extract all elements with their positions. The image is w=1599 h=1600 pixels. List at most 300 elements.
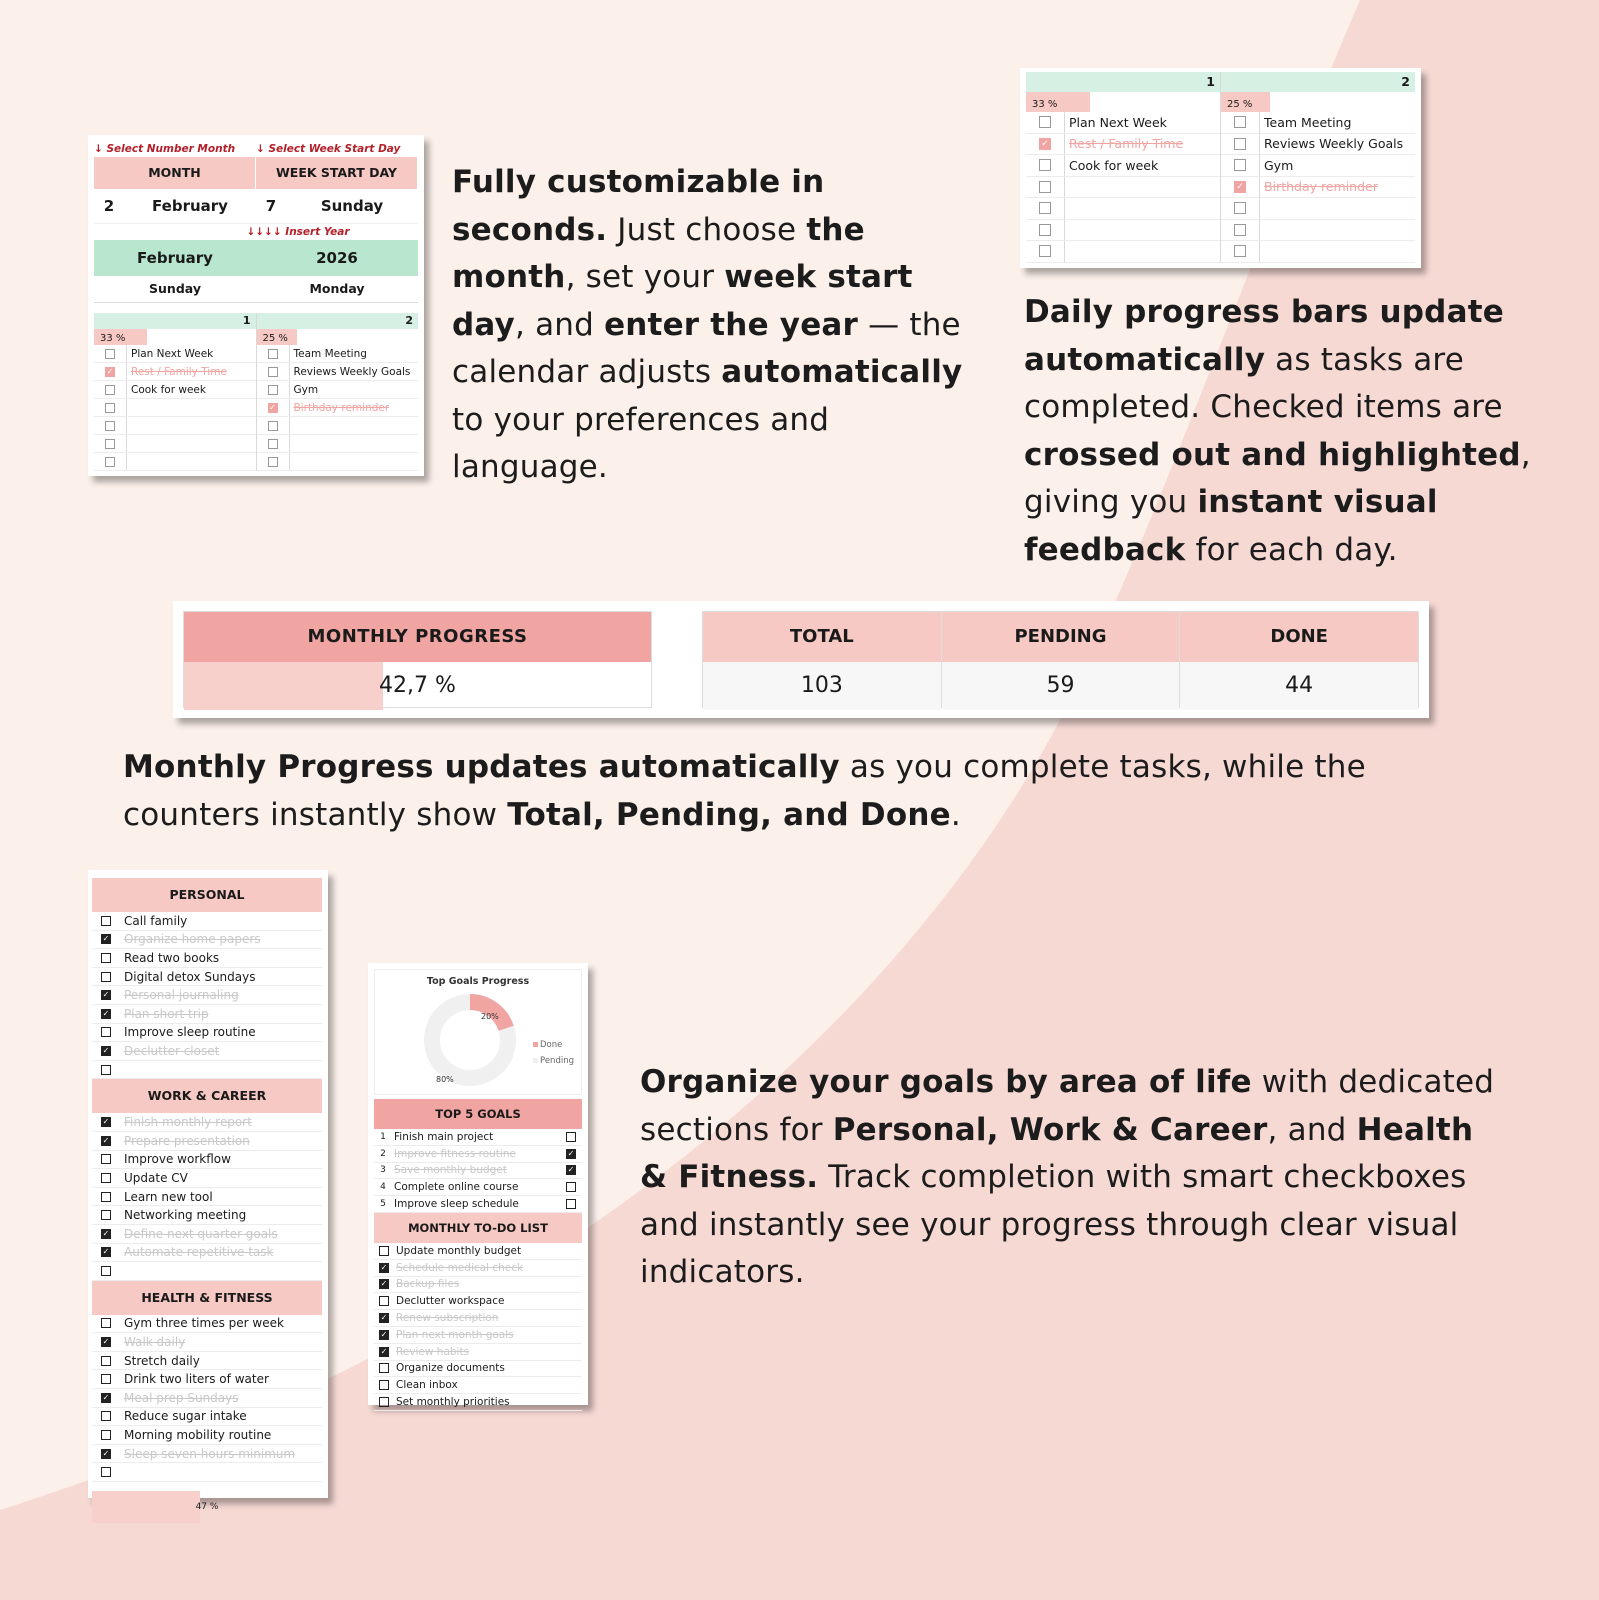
task-text[interactable]: Rest / Family Time <box>131 365 227 378</box>
task-text[interactable]: Birthday reminder <box>293 401 390 414</box>
task-checkbox[interactable] <box>1039 116 1051 128</box>
month-select[interactable] <box>94 189 256 224</box>
goal-text[interactable]: Improve workflow <box>124 1152 231 1167</box>
goal-text[interactable]: Finish monthly report <box>124 1115 252 1130</box>
goal-text[interactable]: Digital detox Sundays <box>124 969 256 984</box>
top-goal-text[interactable]: Improve fitness routine <box>394 1147 516 1160</box>
goal-item <box>92 931 322 950</box>
checkbox-cell <box>92 916 120 926</box>
goal-text[interactable]: Improve sleep routine <box>124 1025 256 1040</box>
checkbox-cell <box>92 934 120 944</box>
task-text[interactable]: Rest / Family Time <box>1069 136 1184 152</box>
text-segment: for each day. <box>1185 531 1398 568</box>
checkbox-cell <box>1026 155 1065 176</box>
checkbox-cell <box>94 453 127 470</box>
todo-text[interactable]: Schedule medical check <box>396 1261 524 1274</box>
task-row <box>1221 220 1415 242</box>
goal-text[interactable]: Reduce sugar intake <box>124 1409 247 1424</box>
todo-row <box>374 1310 582 1327</box>
task-text[interactable]: Gym <box>293 383 319 396</box>
todo-checkbox[interactable] <box>379 1380 389 1390</box>
checkbox-cell <box>92 1229 120 1239</box>
goal-section-title: PERSONAL <box>92 878 322 912</box>
legend-done: Done <box>533 1040 562 1050</box>
todo-checkbox[interactable] <box>379 1363 389 1373</box>
goal-text[interactable]: Plan short trip <box>124 1006 209 1021</box>
week-start-select[interactable] <box>256 189 418 224</box>
task-text[interactable]: Gym <box>1264 157 1294 173</box>
goal-checkbox[interactable]: ✓ <box>102 1247 110 1257</box>
text-segment: to your preferences and language. <box>452 401 830 485</box>
customize-description <box>452 159 988 492</box>
day-number: 1 <box>1026 72 1220 92</box>
task-checkbox[interactable] <box>105 439 115 449</box>
task-text[interactable]: Plan Next Week <box>131 347 214 360</box>
checkbox-cell <box>257 381 290 398</box>
week-start-header: WEEK START DAY <box>256 157 418 189</box>
goal-text[interactable]: Update CV <box>124 1170 188 1185</box>
checkbox-cell <box>257 399 290 416</box>
checkbox-cell <box>560 1132 582 1142</box>
goal-text[interactable]: Personal journaling <box>124 988 239 1003</box>
goal-checkbox[interactable] <box>101 1027 111 1037</box>
task-row <box>94 399 256 417</box>
checkbox-cell <box>374 1279 394 1289</box>
goal-text[interactable]: Learn new tool <box>124 1189 213 1204</box>
top-goal-text[interactable]: Finish main project <box>394 1130 494 1143</box>
goal-text[interactable]: Automate repetitive task <box>124 1245 274 1260</box>
goal-checkbox[interactable]: ✓ <box>102 1008 110 1018</box>
task-row <box>1026 198 1220 220</box>
todo-text[interactable]: Backup files <box>396 1278 460 1291</box>
checkbox-cell <box>257 363 290 380</box>
week-number: 7 <box>265 197 277 215</box>
task-checkbox[interactable]: ✓ <box>1039 138 1051 150</box>
checkbox-cell <box>92 1247 120 1257</box>
todo-row <box>374 1361 582 1378</box>
text-segment: , giving you <box>1024 436 1531 520</box>
task-checkbox[interactable] <box>105 457 115 467</box>
goal-checkbox[interactable] <box>101 953 111 963</box>
task-checkbox[interactable] <box>1039 202 1051 214</box>
text-segment: enter the year <box>604 306 859 343</box>
checkbox-cell <box>1026 241 1065 262</box>
top-goal-row <box>374 1196 582 1213</box>
goal-checkbox[interactable]: ✓ <box>102 934 110 944</box>
goal-text[interactable]: Meal prep Sundays <box>124 1390 239 1405</box>
text-segment: Monthly Progress updates automatically <box>123 749 840 785</box>
task-row <box>94 363 256 381</box>
checkbox-cell <box>1221 177 1260 198</box>
goal-checkbox[interactable] <box>101 1374 111 1384</box>
day-grid <box>1026 72 1415 263</box>
text-segment: — the calendar adjusts <box>452 306 961 390</box>
goal-checkbox[interactable] <box>101 1266 111 1276</box>
day-progress-bar <box>1221 92 1415 112</box>
goal-number: 2 <box>380 1148 386 1159</box>
task-text[interactable]: Team Meeting <box>1264 114 1352 130</box>
mini-day-grid <box>94 313 418 471</box>
legend-pending: Pending <box>533 1056 574 1066</box>
task-checkbox[interactable] <box>1039 181 1051 193</box>
task-row <box>257 435 419 453</box>
goal-section <box>92 878 322 1079</box>
goal-item <box>92 1005 322 1024</box>
text-segment: Track completion with smart checkboxes and instantly see your progress through clear visual indicators. <box>640 1159 1467 1290</box>
calendar-settings-card <box>88 135 424 476</box>
task-text[interactable]: Plan Next Week <box>1069 114 1167 130</box>
day-number: 1 <box>94 313 256 329</box>
task-text[interactable]: Team Meeting <box>293 347 367 360</box>
done-pct-label: 20% <box>481 1012 499 1021</box>
day-progress-label: 25 % <box>1227 99 1253 110</box>
checkbox-cell <box>92 1374 120 1384</box>
goal-text[interactable]: Stretch daily <box>124 1353 200 1368</box>
month-header: MONTH <box>94 157 256 189</box>
checkbox-cell <box>92 1467 120 1477</box>
goals-by-area-card <box>88 870 328 1513</box>
task-row <box>1026 134 1220 156</box>
goal-section <box>92 1079 322 1280</box>
goal-checkbox[interactable] <box>101 1411 111 1421</box>
text-segment: the month <box>452 211 865 295</box>
day-number: 2 <box>1221 72 1415 92</box>
task-checkbox[interactable] <box>1039 159 1051 171</box>
pending-header: PENDING <box>942 612 1180 662</box>
day-progress-bar <box>94 329 256 345</box>
goal-checkbox[interactable] <box>101 1430 111 1440</box>
goal-text[interactable]: Read two books <box>124 950 220 965</box>
goal-text[interactable]: Walk daily <box>124 1335 186 1350</box>
checkbox-cell <box>374 1363 394 1373</box>
checkbox-cell <box>92 1136 120 1146</box>
top-goal-checkbox[interactable] <box>566 1182 576 1192</box>
todo-checkbox[interactable]: ✓ <box>380 1329 388 1339</box>
goal-number: 3 <box>380 1165 386 1176</box>
checkbox-cell <box>92 1337 120 1347</box>
task-text[interactable]: Cook for week <box>1069 157 1159 173</box>
goal-item <box>92 949 322 968</box>
goal-checkbox[interactable] <box>101 972 111 982</box>
year-input[interactable]: 2026 <box>316 249 358 267</box>
monthly-progress-bar <box>184 662 651 710</box>
checkbox-cell <box>92 1173 120 1183</box>
checkbox-cell <box>92 1393 120 1403</box>
goal-item <box>92 1151 322 1170</box>
task-checkbox[interactable]: ✓ <box>269 403 276 412</box>
goal-text[interactable]: Morning mobility routine <box>124 1428 272 1443</box>
top-goal-text[interactable]: Improve sleep schedule <box>394 1198 519 1211</box>
goal-item <box>92 1188 322 1207</box>
checkbox-cell <box>374 1263 394 1273</box>
checkbox-cell <box>374 1246 394 1256</box>
goal-item <box>92 1262 322 1281</box>
day-progress-bar <box>1026 92 1220 112</box>
organize-description <box>640 1059 1500 1297</box>
goal-item <box>92 1426 322 1445</box>
goal-text[interactable]: Declutter closet <box>124 1043 220 1058</box>
checkbox-cell <box>92 1430 120 1440</box>
checkbox-cell <box>257 435 290 452</box>
task-row <box>1221 198 1415 220</box>
task-checkbox[interactable] <box>268 349 278 359</box>
day-label-left: Sunday <box>149 281 201 296</box>
todo-text[interactable]: Renew subscription <box>396 1312 499 1325</box>
goal-item <box>92 1315 322 1334</box>
goal-item <box>92 1024 322 1043</box>
goal-item <box>92 1113 322 1132</box>
todo-text[interactable]: Clean inbox <box>396 1379 458 1392</box>
checkbox-cell <box>92 1192 120 1202</box>
checkbox-cell <box>1026 198 1065 219</box>
checkbox-cell <box>94 399 127 416</box>
task-checkbox[interactable] <box>1039 245 1051 257</box>
task-checkbox[interactable] <box>1234 138 1246 150</box>
task-row <box>257 417 419 435</box>
todo-row <box>374 1327 582 1344</box>
goal-text[interactable]: Prepare presentation <box>124 1133 250 1148</box>
todo-text[interactable]: Plan next month goals <box>396 1328 514 1341</box>
task-checkbox[interactable] <box>1234 159 1246 171</box>
todo-checkbox[interactable]: ✓ <box>380 1346 388 1356</box>
todo-checkbox[interactable]: ✓ <box>380 1262 388 1272</box>
top-goal-row <box>374 1146 582 1163</box>
todo-row <box>374 1260 582 1277</box>
task-row <box>94 345 256 363</box>
checkbox-cell <box>92 990 120 1000</box>
goal-checkbox[interactable]: ✓ <box>102 1117 110 1127</box>
goals-progress-value: 47 % <box>195 1502 219 1513</box>
top-goal-checkbox[interactable] <box>566 1199 576 1209</box>
text-segment: Daily progress bars update automatically <box>1024 294 1504 378</box>
task-row <box>1221 241 1415 263</box>
goal-checkbox[interactable]: ✓ <box>102 990 110 1000</box>
goal-text[interactable]: Define next quarter goals <box>124 1226 278 1241</box>
todo-text[interactable]: Organize documents <box>396 1362 505 1375</box>
top-goal-row <box>374 1129 582 1146</box>
checkbox-cell <box>374 1296 394 1306</box>
task-checkbox[interactable] <box>105 349 115 359</box>
checkbox-cell <box>374 1313 394 1323</box>
top-goals-card <box>368 963 588 1409</box>
todo-checkbox[interactable] <box>379 1246 389 1256</box>
task-row <box>257 345 419 363</box>
text-segment: Personal, Work & Career <box>832 1111 1268 1148</box>
checkbox-cell <box>1221 155 1260 176</box>
monthly-progress-value: 42,7 % <box>379 673 456 698</box>
todo-text[interactable]: Update monthly budget <box>396 1244 522 1257</box>
day-column <box>1221 72 1415 263</box>
todo-row <box>374 1243 582 1260</box>
goal-checkbox[interactable] <box>101 1192 111 1202</box>
done-header: DONE <box>1180 612 1418 662</box>
goal-checkbox[interactable] <box>101 1210 111 1220</box>
task-checkbox[interactable] <box>105 385 115 395</box>
task-text[interactable]: Birthday reminder <box>1264 179 1378 195</box>
goal-checkbox[interactable] <box>101 1318 111 1328</box>
chart-title: Top Goals Progress <box>426 976 530 987</box>
pending-pct-label: 80% <box>436 1075 454 1084</box>
top-goals-header: TOP 5 GOALS <box>374 1099 582 1129</box>
checkbox-cell <box>92 1027 120 1037</box>
goal-checkbox[interactable]: ✓ <box>102 1448 110 1458</box>
top-goal-row <box>374 1163 582 1180</box>
checkbox-cell <box>374 1380 394 1390</box>
todo-row <box>374 1344 582 1361</box>
goal-checkbox[interactable] <box>101 1173 111 1183</box>
display-month: February <box>137 249 213 267</box>
goal-checkbox[interactable]: ✓ <box>102 1228 110 1238</box>
goal-checkbox[interactable] <box>101 1356 111 1366</box>
checkbox-cell <box>1026 177 1065 198</box>
text-segment: week start day <box>452 259 913 343</box>
task-checkbox[interactable] <box>268 421 278 431</box>
goal-text[interactable]: Call family <box>124 913 188 928</box>
goal-item <box>92 1370 322 1389</box>
checkbox-cell <box>1026 112 1065 133</box>
task-checkbox[interactable] <box>268 385 278 395</box>
goal-item <box>92 1463 322 1482</box>
task-row <box>1026 177 1220 199</box>
top-goal-checkbox[interactable] <box>566 1132 576 1142</box>
task-row <box>1026 220 1220 242</box>
goal-section-title: WORK & CAREER <box>92 1079 322 1113</box>
todo-row <box>374 1293 582 1310</box>
goal-item <box>92 986 322 1005</box>
checkbox-cell <box>92 1046 120 1056</box>
goal-checkbox[interactable] <box>101 916 111 926</box>
task-text[interactable]: Reviews Weekly Goals <box>293 365 411 378</box>
todo-checkbox[interactable]: ✓ <box>380 1313 388 1323</box>
checkbox-cell <box>1026 220 1065 241</box>
goal-item <box>92 1333 322 1352</box>
day-column <box>1026 72 1221 263</box>
todo-checkbox[interactable]: ✓ <box>380 1279 388 1289</box>
goal-checkbox[interactable]: ✓ <box>102 1337 110 1347</box>
top-goal-checkbox[interactable]: ✓ <box>567 1165 575 1175</box>
task-checkbox[interactable] <box>105 421 115 431</box>
text-segment: . <box>950 796 961 833</box>
checkbox-cell <box>560 1149 582 1159</box>
task-checkbox[interactable] <box>1234 202 1246 214</box>
text-segment: automatically <box>721 354 963 390</box>
checkbox-cell <box>1221 198 1260 219</box>
goal-item <box>92 1408 322 1427</box>
goal-checkbox[interactable] <box>101 1154 111 1164</box>
checkbox-cell <box>560 1182 582 1192</box>
checkbox-cell <box>257 453 290 470</box>
goal-checkbox[interactable]: ✓ <box>102 1392 110 1402</box>
task-checkbox[interactable] <box>1234 116 1246 128</box>
task-text[interactable]: Cook for week <box>131 383 206 396</box>
checkbox-cell <box>94 345 127 362</box>
todo-text[interactable]: Declutter workspace <box>396 1295 505 1308</box>
year-hint: ↓↓↓↓ Insert Year <box>246 226 350 238</box>
goal-text[interactable]: Sleep seven hours minimum <box>124 1446 296 1461</box>
text-segment: as tasks are completed. Checked items are <box>1024 341 1503 425</box>
todo-text[interactable]: Set monthly priorities <box>396 1396 510 1409</box>
day-progress-label: 33 % <box>100 333 126 344</box>
task-row <box>257 453 419 471</box>
task-checkbox[interactable] <box>1039 224 1051 236</box>
goal-item <box>92 912 322 931</box>
task-checkbox[interactable] <box>1234 245 1246 257</box>
goals-progress-bar <box>92 1491 322 1523</box>
todo-row <box>374 1277 582 1294</box>
task-checkbox[interactable]: ✓ <box>106 367 114 376</box>
checkbox-cell <box>374 1347 394 1357</box>
week-hint: ↓ Select Week Start Day <box>256 143 401 155</box>
done-value: 44 <box>1180 662 1418 710</box>
task-checkbox[interactable] <box>268 367 278 377</box>
goal-text[interactable]: Drink two liters of water <box>124 1372 269 1387</box>
todo-row <box>374 1394 582 1411</box>
task-checkbox[interactable]: ✓ <box>1234 181 1246 193</box>
text-segment: crossed out and highlighted <box>1024 436 1521 473</box>
checkbox-cell <box>1026 134 1065 155</box>
monthly-progress-header: MONTHLY PROGRESS <box>184 612 651 662</box>
top-goal-row <box>374 1179 582 1196</box>
month-number: 2 <box>103 197 115 215</box>
goal-checkbox[interactable]: ✓ <box>102 1135 110 1145</box>
goal-text[interactable]: Organize home papers <box>124 932 261 947</box>
day-column <box>94 313 257 471</box>
text-segment: Health & Fitness. <box>640 1111 1474 1195</box>
text-segment: as you complete tasks, while the counters instantly show <box>123 749 1366 833</box>
goal-item <box>92 1169 322 1188</box>
goal-checkbox[interactable] <box>101 1065 111 1075</box>
checkbox-cell <box>92 1065 120 1075</box>
goal-checkbox[interactable]: ✓ <box>102 1045 110 1055</box>
task-checkbox[interactable] <box>105 403 115 413</box>
goal-item <box>92 1445 322 1464</box>
top-goal-text[interactable]: Complete online course <box>394 1181 519 1194</box>
checkbox-cell <box>92 1411 120 1421</box>
text-segment: Organize your goals by area of life <box>640 1064 1252 1100</box>
goal-number: 4 <box>380 1182 386 1193</box>
task-row <box>94 417 256 435</box>
checkbox-cell <box>374 1397 394 1407</box>
checkbox-cell <box>94 381 127 398</box>
todo-text[interactable]: Review habits <box>396 1345 470 1358</box>
month-hint: ↓ Select Number Month <box>94 143 236 155</box>
task-row <box>1221 112 1415 134</box>
task-row <box>257 363 419 381</box>
text-segment: Total, Pending, and Done <box>507 796 951 833</box>
goal-checkbox[interactable] <box>101 1467 111 1477</box>
day-progress-label: 33 % <box>1032 99 1058 110</box>
todo-checkbox[interactable] <box>379 1397 389 1407</box>
task-checkbox[interactable] <box>1234 224 1246 236</box>
top-goal-text[interactable]: Save monthly budget <box>394 1164 507 1177</box>
task-checkbox[interactable] <box>268 439 278 449</box>
checkbox-cell <box>374 1330 394 1340</box>
goal-number: 5 <box>380 1199 386 1210</box>
top-goal-checkbox[interactable]: ✓ <box>567 1148 575 1158</box>
task-text[interactable]: Reviews Weekly Goals <box>1264 136 1404 152</box>
task-checkbox[interactable] <box>268 457 278 467</box>
todo-checkbox[interactable] <box>379 1296 389 1306</box>
checkbox-cell <box>92 1318 120 1328</box>
checkbox-cell <box>94 417 127 434</box>
monthly-progress-card <box>173 601 1429 718</box>
goal-text[interactable]: Networking meeting <box>124 1208 247 1223</box>
goal-text[interactable]: Gym three times per week <box>124 1316 284 1331</box>
checkbox-cell <box>92 1449 120 1459</box>
monthly-progress-description <box>123 744 1503 839</box>
todo-header: MONTHLY TO-DO LIST <box>374 1213 582 1243</box>
goal-item <box>92 1225 322 1244</box>
